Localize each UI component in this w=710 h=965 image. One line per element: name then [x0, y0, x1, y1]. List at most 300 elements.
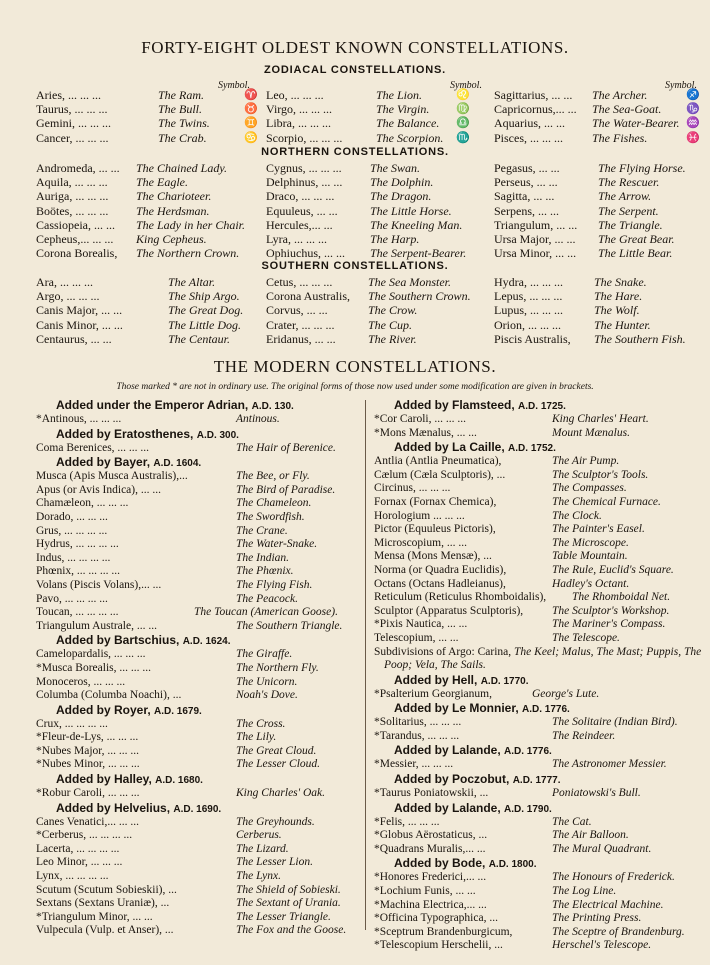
- discoverer-heading: [374, 856, 704, 871]
- latin-name: Ophiuchus, ... ...: [266, 246, 345, 261]
- english-name: The Scorpion.: [376, 130, 444, 145]
- english-name: The Astronomer Messier.: [552, 758, 667, 771]
- constellation-row: [374, 413, 704, 427]
- northern-column: [36, 161, 264, 260]
- modern-title: THE MODERN CONSTELLATIONS.: [213, 357, 497, 376]
- constellation-row: [36, 552, 362, 566]
- constellation-row: [36, 442, 362, 456]
- english-name: The Rescuer.: [598, 175, 660, 190]
- southern-row: [494, 318, 704, 332]
- constellation-row: [374, 537, 704, 551]
- latin-name: Canis Major, ... ...: [36, 303, 123, 318]
- english-name: The Charioteer.: [136, 189, 212, 204]
- discovery-year: A.D. 1725.: [518, 401, 566, 412]
- northern-row: [266, 232, 490, 246]
- zodiac-symbol: ♐: [686, 89, 700, 101]
- latin-name: Leo, ... ... ...: [266, 88, 324, 102]
- latin-name: Lepus, ... ... ...: [494, 289, 563, 304]
- english-name: The Serpent.: [598, 203, 659, 218]
- english-name: The Lady in her Chair.: [136, 217, 246, 232]
- english-name: The Lesser Lion.: [236, 856, 313, 869]
- latin-name: Norma (or Quadra Euclidis),: [374, 563, 507, 576]
- latin-name: Grus, ... ... ... ...: [36, 524, 108, 537]
- discoverer-name: Added by Le Monnier,: [394, 701, 519, 716]
- latin-name: Mensa (Mons Mensæ), ...: [374, 550, 492, 563]
- english-name: The Flying Fish.: [236, 578, 313, 591]
- latin-name: *Felis, ... ... ...: [374, 815, 440, 828]
- zodiac-symbol: ♑: [686, 103, 700, 116]
- english-name: The Ship Argo.: [168, 289, 240, 304]
- northern-column: [266, 161, 490, 260]
- english-name: The Dragon.: [370, 189, 432, 204]
- latin-name: Draco, ... ... ...: [266, 189, 335, 204]
- constellation-row: [36, 911, 362, 925]
- latin-name: Cygnus, ... ... ...: [266, 161, 342, 175]
- constellation-row: [36, 413, 362, 427]
- zodiac-symbol: ♉: [244, 103, 258, 116]
- english-name: The Serpent-Bearer.: [370, 246, 467, 261]
- constellation-row: [374, 591, 704, 605]
- latin-name: Horologium ... ... ...: [374, 509, 465, 522]
- northern-row: [36, 218, 264, 232]
- northern-row: [266, 161, 490, 175]
- latin-name: Leo Minor, ... ... ...: [36, 856, 123, 869]
- english-name: The Swordfish.: [236, 510, 305, 523]
- english-name: The Kneeling Man.: [370, 217, 463, 232]
- english-name: The Triangle.: [598, 217, 663, 232]
- english-name: The Solitaire (Indian Bird).: [552, 716, 678, 729]
- northern-row: [266, 246, 490, 260]
- english-name: The Wolf.: [594, 303, 640, 318]
- english-name: The Great Cloud.: [236, 744, 317, 757]
- latin-name: Corona Borealis,: [36, 246, 118, 261]
- constellation-row: [374, 632, 704, 646]
- english-name: The Cup.: [368, 317, 413, 332]
- constellation-row: [36, 758, 362, 772]
- symbol-label-3: Symbol.: [665, 80, 697, 91]
- english-name: The Lizard.: [236, 842, 289, 855]
- discovery-year: A.D. 1776.: [504, 746, 552, 758]
- discovery-year: A.D. 1679.: [154, 705, 202, 717]
- constellation-row: [374, 716, 704, 730]
- latin-name: Andromeda, ... ...: [36, 161, 120, 175]
- page-title: FORTY-EIGHT OLDEST KNOWN CONSTELLATIONS.: [141, 38, 569, 57]
- latin-name: Virgo, ... ... ...: [266, 102, 333, 117]
- latin-name: *Robur Caroli, ... ... ...: [36, 787, 140, 800]
- english-name: The Water-Snake.: [236, 538, 318, 551]
- southern-row: [36, 332, 264, 346]
- southern-row: [266, 275, 490, 289]
- constellation-row: [36, 511, 362, 525]
- english-name: The Virgin.: [376, 102, 430, 117]
- latin-name: Crater, ... ... ...: [266, 317, 335, 332]
- latin-name: Scorpio, ... ... ...: [266, 130, 343, 145]
- latin-name: *Pixis Nautica, ... ...: [374, 618, 468, 631]
- english-name: The Hare.: [594, 289, 643, 304]
- latin-name: Musca (Apis Musca Australis),...: [36, 470, 188, 483]
- discoverer-heading: [36, 772, 362, 787]
- latin-name: *Telescopium Herschelii, ...: [374, 939, 503, 952]
- discovery-year: A.D. 1776.: [522, 704, 570, 716]
- english-name: The Sea-Goat.: [592, 102, 662, 117]
- discoverer-heading: [374, 772, 704, 787]
- english-name: The Giraffe.: [236, 648, 293, 661]
- constellation-row: [36, 648, 362, 662]
- latin-name: Canes Venatici,... ... ...: [36, 815, 139, 828]
- latin-name: Octans (Octans Hadleianus),: [374, 577, 506, 590]
- english-name: The Mural Quadrant.: [552, 842, 652, 855]
- southern-row: [266, 289, 490, 303]
- latin-name: Lynx, ... ... ... ...: [36, 870, 109, 883]
- latin-name: Telescopium, ... ...: [374, 631, 459, 644]
- constellation-row: [374, 871, 704, 885]
- latin-name: Antlia (Antlia Pneumatica),: [374, 455, 502, 468]
- english-name: The Northern Fly.: [236, 661, 319, 674]
- english-name: Mount Mænalus.: [552, 426, 630, 439]
- latin-name: *Tarandus, ... ... ...: [374, 729, 460, 742]
- zodiac-symbol: ♎: [456, 117, 470, 130]
- latin-name: Gemini, ... ... ...: [36, 116, 111, 131]
- zodiac-symbol: ♈: [244, 89, 258, 101]
- english-name: The Compasses.: [552, 482, 627, 495]
- english-name: Table Mountain.: [552, 550, 628, 563]
- discoverer-heading: [374, 801, 704, 816]
- zodiac-symbol: ♒: [686, 117, 700, 130]
- southern-column: [494, 275, 704, 346]
- latin-name: Circinus, ... ... ...: [374, 482, 451, 495]
- discovery-year: A.D. 130.: [251, 401, 294, 412]
- english-name: The Great Dog.: [168, 303, 244, 318]
- subdivision-note: [374, 646, 704, 673]
- northern-row: [36, 246, 264, 260]
- southern-row: [494, 332, 704, 346]
- english-name: The Shield of Sobieski.: [236, 883, 341, 896]
- english-name: The Toucan (American Goose).: [194, 606, 338, 619]
- northern-row: [266, 175, 490, 189]
- constellation-row: [36, 856, 362, 870]
- discoverer-heading: [36, 427, 362, 442]
- discovery-year: A.D. 1752.: [508, 443, 556, 455]
- english-name: The Lesser Triangle.: [236, 910, 331, 923]
- constellation-row: [36, 884, 362, 898]
- zodiacal-row: [36, 131, 258, 145]
- southern-row: [266, 318, 490, 332]
- northern-heading: NORTHERN CONSTELLATIONS.: [261, 146, 449, 158]
- latin-name: Serpens, ... ...: [494, 203, 559, 218]
- english-name: The Balance.: [376, 116, 440, 131]
- constellation-row: [374, 427, 704, 441]
- english-name: The Chemical Furnace.: [552, 495, 661, 508]
- discoverer-name: Added by Halley,: [56, 772, 152, 787]
- english-name: The Microscope.: [552, 536, 629, 549]
- english-name: The Sea Monster.: [368, 275, 451, 289]
- english-name: The Mariner's Compass.: [552, 618, 666, 631]
- constellation-row: [36, 470, 362, 484]
- latin-name: Equuleus, ... ...: [266, 203, 338, 218]
- english-name: The Lion.: [376, 88, 423, 102]
- discoverer-heading: [36, 703, 362, 718]
- english-name: The Sculptor's Tools.: [552, 468, 649, 481]
- constellation-row: [374, 578, 704, 592]
- discoverer-heading: [374, 440, 704, 455]
- latin-name: Lyra, ... ... ...: [266, 231, 327, 246]
- northern-row: [36, 204, 264, 218]
- latin-name: Pavo, ... ... ... ...: [36, 592, 108, 605]
- english-name: The Arrow.: [598, 189, 652, 204]
- english-name: The Indian.: [236, 551, 290, 564]
- latin-name: *Officina Typographica, ...: [374, 912, 498, 925]
- latin-name: *Solitarius, ... ... ...: [374, 716, 462, 729]
- zodiacal-row: [36, 116, 258, 130]
- english-name: The Hunter.: [594, 317, 651, 332]
- latin-name: Capricornus,... ...: [494, 102, 577, 117]
- constellation-row: [36, 676, 362, 690]
- latin-name: *Cerberus, ... ... ... ...: [36, 829, 133, 842]
- constellation-row: [374, 605, 704, 619]
- english-name: The Bull.: [158, 102, 202, 117]
- zodiac-symbol: ♋: [244, 131, 258, 144]
- northern-row: [36, 189, 264, 203]
- latin-name: *Messier, ... ... ...: [374, 758, 454, 771]
- discoverer-name: Added by La Caille,: [394, 440, 505, 455]
- latin-name: Scutum (Scutum Sobieskii), ...: [36, 883, 177, 896]
- latin-name: Dorado, ... ... ...: [36, 510, 108, 523]
- english-name: The Keel; Malus, The Mast; Puppis, The Poop; Vela, The Sails.: [384, 645, 702, 672]
- discovery-year: A.D. 1690.: [173, 803, 222, 815]
- zodiacal-row: [266, 88, 488, 102]
- english-name: The Archer.: [592, 88, 648, 102]
- constellation-row: [374, 939, 704, 953]
- southern-row: [494, 289, 704, 303]
- discoverer-name: Added by Eratosthenes,: [56, 426, 194, 441]
- constellation-row: [36, 538, 362, 552]
- constellation-row: [36, 662, 362, 676]
- zodiac-symbol: ♏: [456, 131, 470, 144]
- discoverer-heading: [374, 743, 704, 758]
- english-name: The Northern Crown.: [136, 246, 240, 261]
- constellation-row: [374, 816, 704, 830]
- latin-name: *Cor Caroli, ... ... ...: [374, 413, 466, 425]
- zodiacal-row: [266, 131, 488, 145]
- southern-column: [36, 275, 264, 346]
- zodiacal-row: [266, 116, 488, 130]
- latin-name: *Nubes Major, ... ... ...: [36, 744, 140, 757]
- latin-name: Piscis Australis,: [494, 331, 571, 346]
- latin-name: Monoceros, ... ... ...: [36, 675, 126, 688]
- latin-name: Sculptor (Apparatus Sculptoris),: [374, 604, 524, 617]
- english-name: Poniatowski's Bull.: [552, 787, 641, 800]
- english-name: The Sculptor's Workshop.: [552, 604, 670, 617]
- modern-right-column: [374, 398, 704, 953]
- english-name: George's Lute.: [532, 687, 600, 700]
- english-name: The Centaur.: [168, 331, 231, 346]
- latin-name: Lupus, ... ... ...: [494, 303, 563, 318]
- northern-row: [36, 232, 264, 246]
- latin-name: Sagittarius, ... ...: [494, 88, 573, 102]
- latin-name: Argo, ... ... ...: [36, 289, 100, 304]
- zodiacal-column: [494, 88, 704, 145]
- english-name: The Reindeer.: [552, 729, 616, 742]
- discovery-year: A.D. 300.: [196, 429, 239, 441]
- northern-row: [266, 204, 490, 218]
- latin-name: Aquila, ... ... ...: [36, 175, 108, 190]
- english-name: The Chameleon.: [236, 497, 312, 510]
- latin-name: Toucan, ... ... ... ...: [36, 606, 119, 619]
- constellation-row: [36, 484, 362, 498]
- discoverer-name: Added by Flamsteed,: [394, 398, 515, 412]
- constellation-row: [374, 550, 704, 564]
- english-name: The River.: [368, 331, 417, 346]
- latin-name: Lacerta, ... ... ... ...: [36, 842, 120, 855]
- discovery-year: A.D. 1604.: [153, 458, 202, 470]
- modern-left-column: [36, 398, 362, 938]
- discoverer-name: Added by Bayer,: [56, 455, 151, 470]
- latin-name: Pictor (Equuleus Pictoris),: [374, 523, 496, 536]
- zodiacal-row: [494, 102, 704, 116]
- latin-name: *Nubes Minor, ... ... ...: [36, 758, 140, 771]
- latin-name: Libra, ... ... ...: [266, 116, 331, 131]
- discoverer-name: Added by Royer,: [56, 702, 151, 717]
- discoverer-name: Added by Lalande,: [394, 800, 501, 815]
- latin-name: *Machina Electrica,... ...: [374, 898, 487, 911]
- latin-name: Canis Minor, ... ...: [36, 317, 123, 332]
- english-name: The Bird of Paradise.: [236, 483, 336, 496]
- zodiacal-row: [36, 88, 258, 102]
- zodiacal-heading: ZODIACAL CONSTELLATIONS.: [264, 64, 446, 76]
- zodiacal-row: [494, 131, 704, 145]
- constellation-row: [36, 745, 362, 759]
- symbol-label-2: Symbol.: [450, 80, 482, 91]
- constellation-row: [374, 618, 704, 632]
- zodiac-symbol: ♍: [456, 103, 470, 116]
- latin-name: *Psalterium Georgianum,: [374, 687, 492, 700]
- constellation-row: [374, 496, 704, 510]
- latin-name: Apus (or Avis Indica), ... ...: [36, 483, 161, 496]
- discoverer-name: Added under the Emperor Adrian,: [56, 398, 249, 412]
- constellation-row: [36, 829, 362, 843]
- english-name: King Charles' Heart.: [552, 413, 649, 425]
- latin-name: Delphinus, ... ...: [266, 175, 343, 190]
- northern-row: [494, 246, 704, 260]
- latin-name: Boötes, ... ... ...: [36, 203, 109, 218]
- latin-name: Sextans (Sextans Uraniæ), ...: [36, 897, 170, 910]
- english-name: The Great Bear.: [598, 231, 675, 246]
- constellation-row: [36, 497, 362, 511]
- english-name: The Sextant of Urania.: [236, 897, 341, 910]
- discoverer-name: Added by Poczobut,: [394, 772, 510, 787]
- southern-row: [266, 332, 490, 346]
- latin-name: Pegasus, ... ...: [494, 161, 560, 175]
- english-name: The Cat.: [552, 815, 592, 828]
- constellation-row: [36, 620, 362, 634]
- english-name: The Herdsman.: [136, 203, 210, 218]
- english-name: The Hair of Berenice.: [236, 441, 336, 454]
- latin-name: Cassiopeia, ... ...: [36, 217, 115, 232]
- english-name: The Clock.: [552, 509, 602, 522]
- constellation-row: [36, 565, 362, 579]
- latin-name: *Globus Aërostaticus, ...: [374, 829, 488, 842]
- english-name: The Harp.: [370, 231, 420, 246]
- english-name: The Lynx.: [236, 870, 282, 883]
- northern-row: [36, 161, 264, 175]
- zodiacal-row: [494, 116, 704, 130]
- english-name: King Charles' Oak.: [236, 787, 326, 800]
- latin-name: *Sceptrum Brandenburgicum,: [374, 925, 513, 938]
- southern-row: [36, 289, 264, 303]
- english-name: The Painter's Easel.: [552, 523, 645, 536]
- constellation-row: [36, 787, 362, 801]
- english-name: Herschel's Telescope.: [552, 939, 652, 952]
- northern-row: [494, 218, 704, 232]
- constellation-row: [36, 870, 362, 884]
- latin-name: Ara, ... ... ...: [36, 275, 93, 289]
- english-name: The Log Line.: [552, 885, 617, 898]
- english-name: The Altar.: [168, 275, 216, 289]
- english-name: The Chained Lady.: [136, 161, 228, 175]
- discoverer-heading: [36, 398, 362, 413]
- constellation-row: [374, 455, 704, 469]
- discovery-year: A.D. 1777.: [512, 775, 561, 787]
- zodiacal-row: [36, 102, 258, 116]
- discoverer-heading: [36, 455, 362, 470]
- constellation-row: [374, 469, 704, 483]
- latin-name: Cetus, ... ... ...: [266, 275, 333, 289]
- english-name: The Southern Triangle.: [236, 619, 343, 632]
- latin-name: Hydrus, ... ... ... ...: [36, 538, 119, 551]
- constellation-row: [374, 899, 704, 913]
- english-name: The Unicorn.: [236, 675, 298, 688]
- northern-row: [494, 175, 704, 189]
- latin-name: Sagitta, ... ...: [494, 189, 555, 204]
- constellation-row: [36, 897, 362, 911]
- modern-note: Those marked * are not in ordinary use. The original forms of those now used under some modification are given in brackets.: [116, 382, 594, 392]
- latin-name: Reticulum (Reticulus Rhomboidalis),: [374, 591, 547, 604]
- english-name: The Crow.: [368, 303, 418, 318]
- southern-row: [36, 318, 264, 332]
- latin-name: Coma Berenices, ... ... ...: [36, 441, 150, 454]
- english-name: The Little Dog.: [168, 317, 242, 332]
- english-name: The Southern Fish.: [594, 331, 686, 346]
- constellation-row: [36, 731, 362, 745]
- english-name: The Crane.: [236, 524, 288, 537]
- southern-column: [266, 275, 490, 346]
- constellation-row: [374, 688, 704, 702]
- latin-name: *Mons Mænalus, ... ...: [374, 426, 477, 439]
- english-name: The Cross.: [236, 717, 286, 730]
- latin-name: Orion, ... ... ...: [494, 317, 561, 332]
- discoverer-name: Added by Bode,: [394, 856, 486, 871]
- latin-name: Subdivisions of Argo: Carina,: [374, 645, 512, 658]
- latin-name: Cælum (Cæla Sculptoris), ...: [374, 468, 506, 481]
- latin-name: Cepheus,... ... ...: [36, 231, 114, 246]
- northern-row: [36, 175, 264, 189]
- latin-name: Aquarius, ... ...: [494, 116, 565, 131]
- southern-row: [494, 275, 704, 289]
- latin-name: Ursa Minor, ... ...: [494, 246, 577, 261]
- latin-name: *Triangulum Minor, ... ...: [36, 910, 153, 923]
- discoverer-heading: [374, 398, 704, 413]
- english-name: The Crab.: [158, 130, 207, 145]
- constellation-row: [374, 510, 704, 524]
- discovery-year: A.D. 1624.: [182, 636, 231, 648]
- english-name: The Printing Press.: [552, 912, 642, 925]
- latin-name: Fornax (Fornax Chemica),: [374, 495, 497, 508]
- english-name: Cerberus.: [236, 829, 282, 842]
- english-name: The Swan.: [370, 161, 421, 175]
- constellation-row: [374, 564, 704, 578]
- english-name: Antinous.: [236, 413, 280, 425]
- latin-name: Crux, ... ... ... ...: [36, 717, 108, 730]
